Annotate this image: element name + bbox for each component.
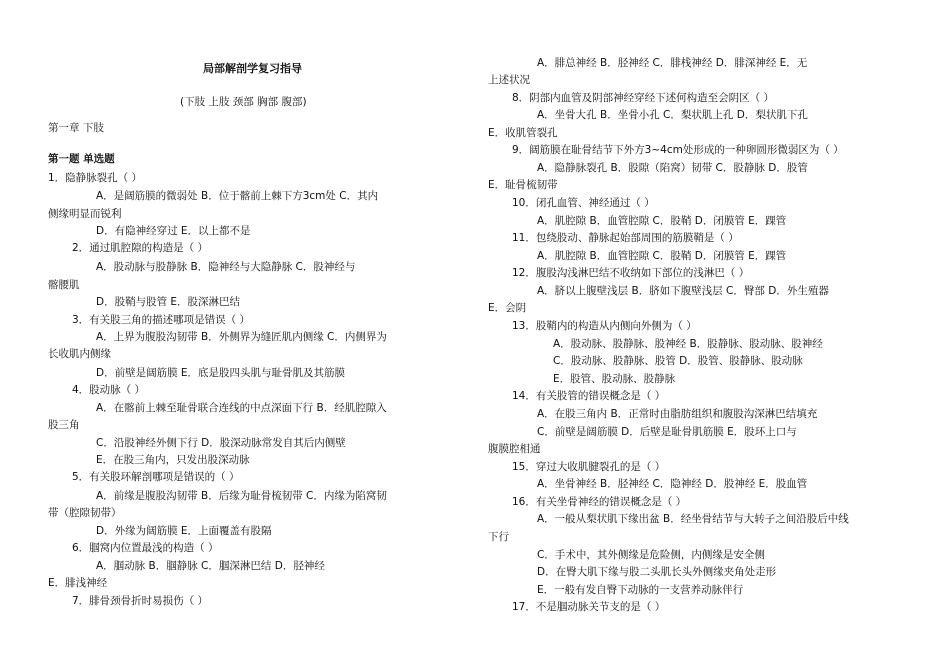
option-line: A．股动脉、股静脉、股神经 B．股静脉、股动脉、股神经	[553, 338, 823, 350]
question-line: 17．不是腘动脉关节支的是（ ）	[512, 601, 666, 613]
chapter-heading: 第一章 下肢	[48, 122, 104, 134]
option-line: D．股鞘与股管 E．股深淋巴结	[96, 296, 241, 308]
wrap-line: 髂腰肌	[48, 279, 80, 291]
question-line: 4．股动脉（ ）	[72, 384, 146, 396]
question-line: 12．腹股沟浅淋巴结不收纳如下部位的浅淋巴（ ）	[512, 267, 750, 279]
question-line: 2．通过肌腔隙的构造是（ ）	[72, 242, 209, 254]
question-line: 6．腘窝内位置最浅的构造（ ）	[72, 542, 219, 554]
document-subtitle: (下肢 上肢 颈部 胸部 腹部)	[180, 96, 307, 108]
option-line: C．沿股神经外侧下行 D．股深动脉常发自其后内侧壁	[96, 437, 346, 449]
option-line: A．腓总神经 B．胫神经 C．腓栈神经 D．腓深神经 E．无	[537, 57, 808, 69]
option-line: A．脐以上腹壁浅层 B．脐如下腹壁浅层 C．臀部 D．外生殖器	[537, 285, 829, 297]
question-line: 16．有关坐骨神经的错误概念是（ ）	[512, 496, 687, 508]
option-line: C．手术中，其外侧缘是危险侧，内侧缘是安全侧	[537, 549, 765, 561]
option-line: A．坐骨神经 B．胫神经 C．隐神经 D．股神经 E．股血管	[537, 478, 808, 490]
option-line: E．在股三角内，只发出股深动脉	[96, 454, 250, 466]
question-line: 5．有关股环解剖哪项是错误的（ ）	[72, 471, 240, 483]
wrap-line: E．耻骨梳韧带	[488, 179, 558, 191]
option-line: A．是阔筋膜的微弱处 B．位于髂前上棘下方3cm处 C．其内	[96, 190, 379, 202]
wrap-line: E．收肌管裂孔	[488, 127, 558, 139]
question-line: 1．隐静脉裂孔（ ）	[48, 172, 143, 184]
option-line: A．在髂前上棘至耻骨联合连线的中点深面下行 B．经肌腔隙入	[96, 402, 387, 414]
option-line: A．上界为腹股沟韧带 B．外侧界为缝匠肌内侧缘 C．内侧界为	[96, 331, 387, 343]
question-line: 15．穿过大收肌腱裂孔的是（ ）	[512, 461, 666, 473]
wrap-line: 股三角	[48, 419, 80, 431]
option-line: A．肌腔隙 B．血管腔隙 C．股鞘 D．闭膜管 E．踝管	[537, 250, 787, 262]
option-line: C．股动脉、股静脉、股管 D．股管、股静脉、股动脉	[553, 355, 803, 367]
document-title: 局部解剖学复习指导	[203, 62, 302, 75]
option-line: A．前缘是腹股沟韧带 B．后缘为耻骨梳韧带 C．内缘为陷窝韧	[96, 490, 387, 502]
option-line: E．一般有发自臀下动脉的一支营养动脉伴行	[537, 584, 744, 596]
wrap-line: 带（腔隙韧带）	[48, 507, 122, 519]
option-line: C．前壁是阔筋膜 D．后壁是耻骨肌筋膜 E．股环上口与	[537, 426, 797, 438]
option-line: E．股管、股动脉、股静脉	[553, 373, 676, 385]
wrap-line: 侧缘明显而锐利	[48, 208, 122, 220]
option-line: D．外缘为阔筋膜 E．上面覆盖有股隔	[96, 525, 272, 537]
wrap-line: E．腓浅神经	[48, 577, 108, 589]
question-line: 13．股鞘内的构造从内侧向外侧为（ ）	[512, 320, 697, 332]
section-heading: 第一题 单选题	[48, 153, 115, 165]
question-line: 10．闭孔血管、神经通过（ ）	[512, 197, 655, 209]
wrap-line: 下行	[488, 531, 509, 543]
option-line: A．一般从梨状肌下缘出盆 B．经坐骨结节与大转子之间沿股后中线	[537, 513, 849, 525]
option-line: A．在股三角内 B．正常时由脂肪组织和腹股沟深淋巴结填充	[537, 408, 818, 420]
wrap-line: 腹膜腔相通	[488, 443, 541, 455]
option-line: D．有隐神经穿过 E．以上都不是	[96, 225, 251, 237]
option-line: A．肌腔隙 B．血管腔隙 C．股鞘 D．闭膜管 E．踝管	[537, 215, 787, 227]
question-line: 7．腓骨颈骨折时易损伤（ ）	[72, 595, 209, 607]
option-line: D．在臀大肌下缘与股二头肌长头外侧缘夹角处走形	[537, 566, 777, 578]
wrap-line: E．会阴	[488, 302, 527, 314]
question-line: 8．阴部内血管及阴部神经穿经下述何构造至会阴区（ ）	[512, 92, 775, 104]
question-line: 14．有关股管的错误概念是（ ）	[512, 390, 666, 402]
option-line: A．隐静脉裂孔 B．股隙（陷窝）韧带 C．股静脉 D．股管	[537, 162, 808, 174]
option-line: D．前壁是阔筋膜 E．底是股四头肌与耻骨肌及其筋膜	[96, 367, 346, 379]
question-line: 3．有关股三角的描述哪项是错误（ ）	[72, 314, 251, 326]
wrap-line: 长收肌内侧缘	[48, 348, 111, 360]
option-line: A．股动脉与股静脉 B．隐神经与大隐静脉 C．股神经与	[96, 261, 356, 273]
question-line: 9．阔筋膜在耻骨结节下外方3~4cm处形成的一种卵圆形微弱区为（ ）	[512, 144, 844, 156]
question-line: 11．包绕股动、静脉起始部周围的筋膜鞘是（ ）	[512, 232, 739, 244]
wrap-line: 上述状况	[488, 74, 530, 86]
option-line: A．腘动脉 B．腘静脉 C．腘深淋巴结 D．胫神经	[96, 560, 325, 572]
option-line: A．坐骨大孔 B．坐骨小孔 C．梨状肌上孔 D．梨状肌下孔	[537, 109, 808, 121]
